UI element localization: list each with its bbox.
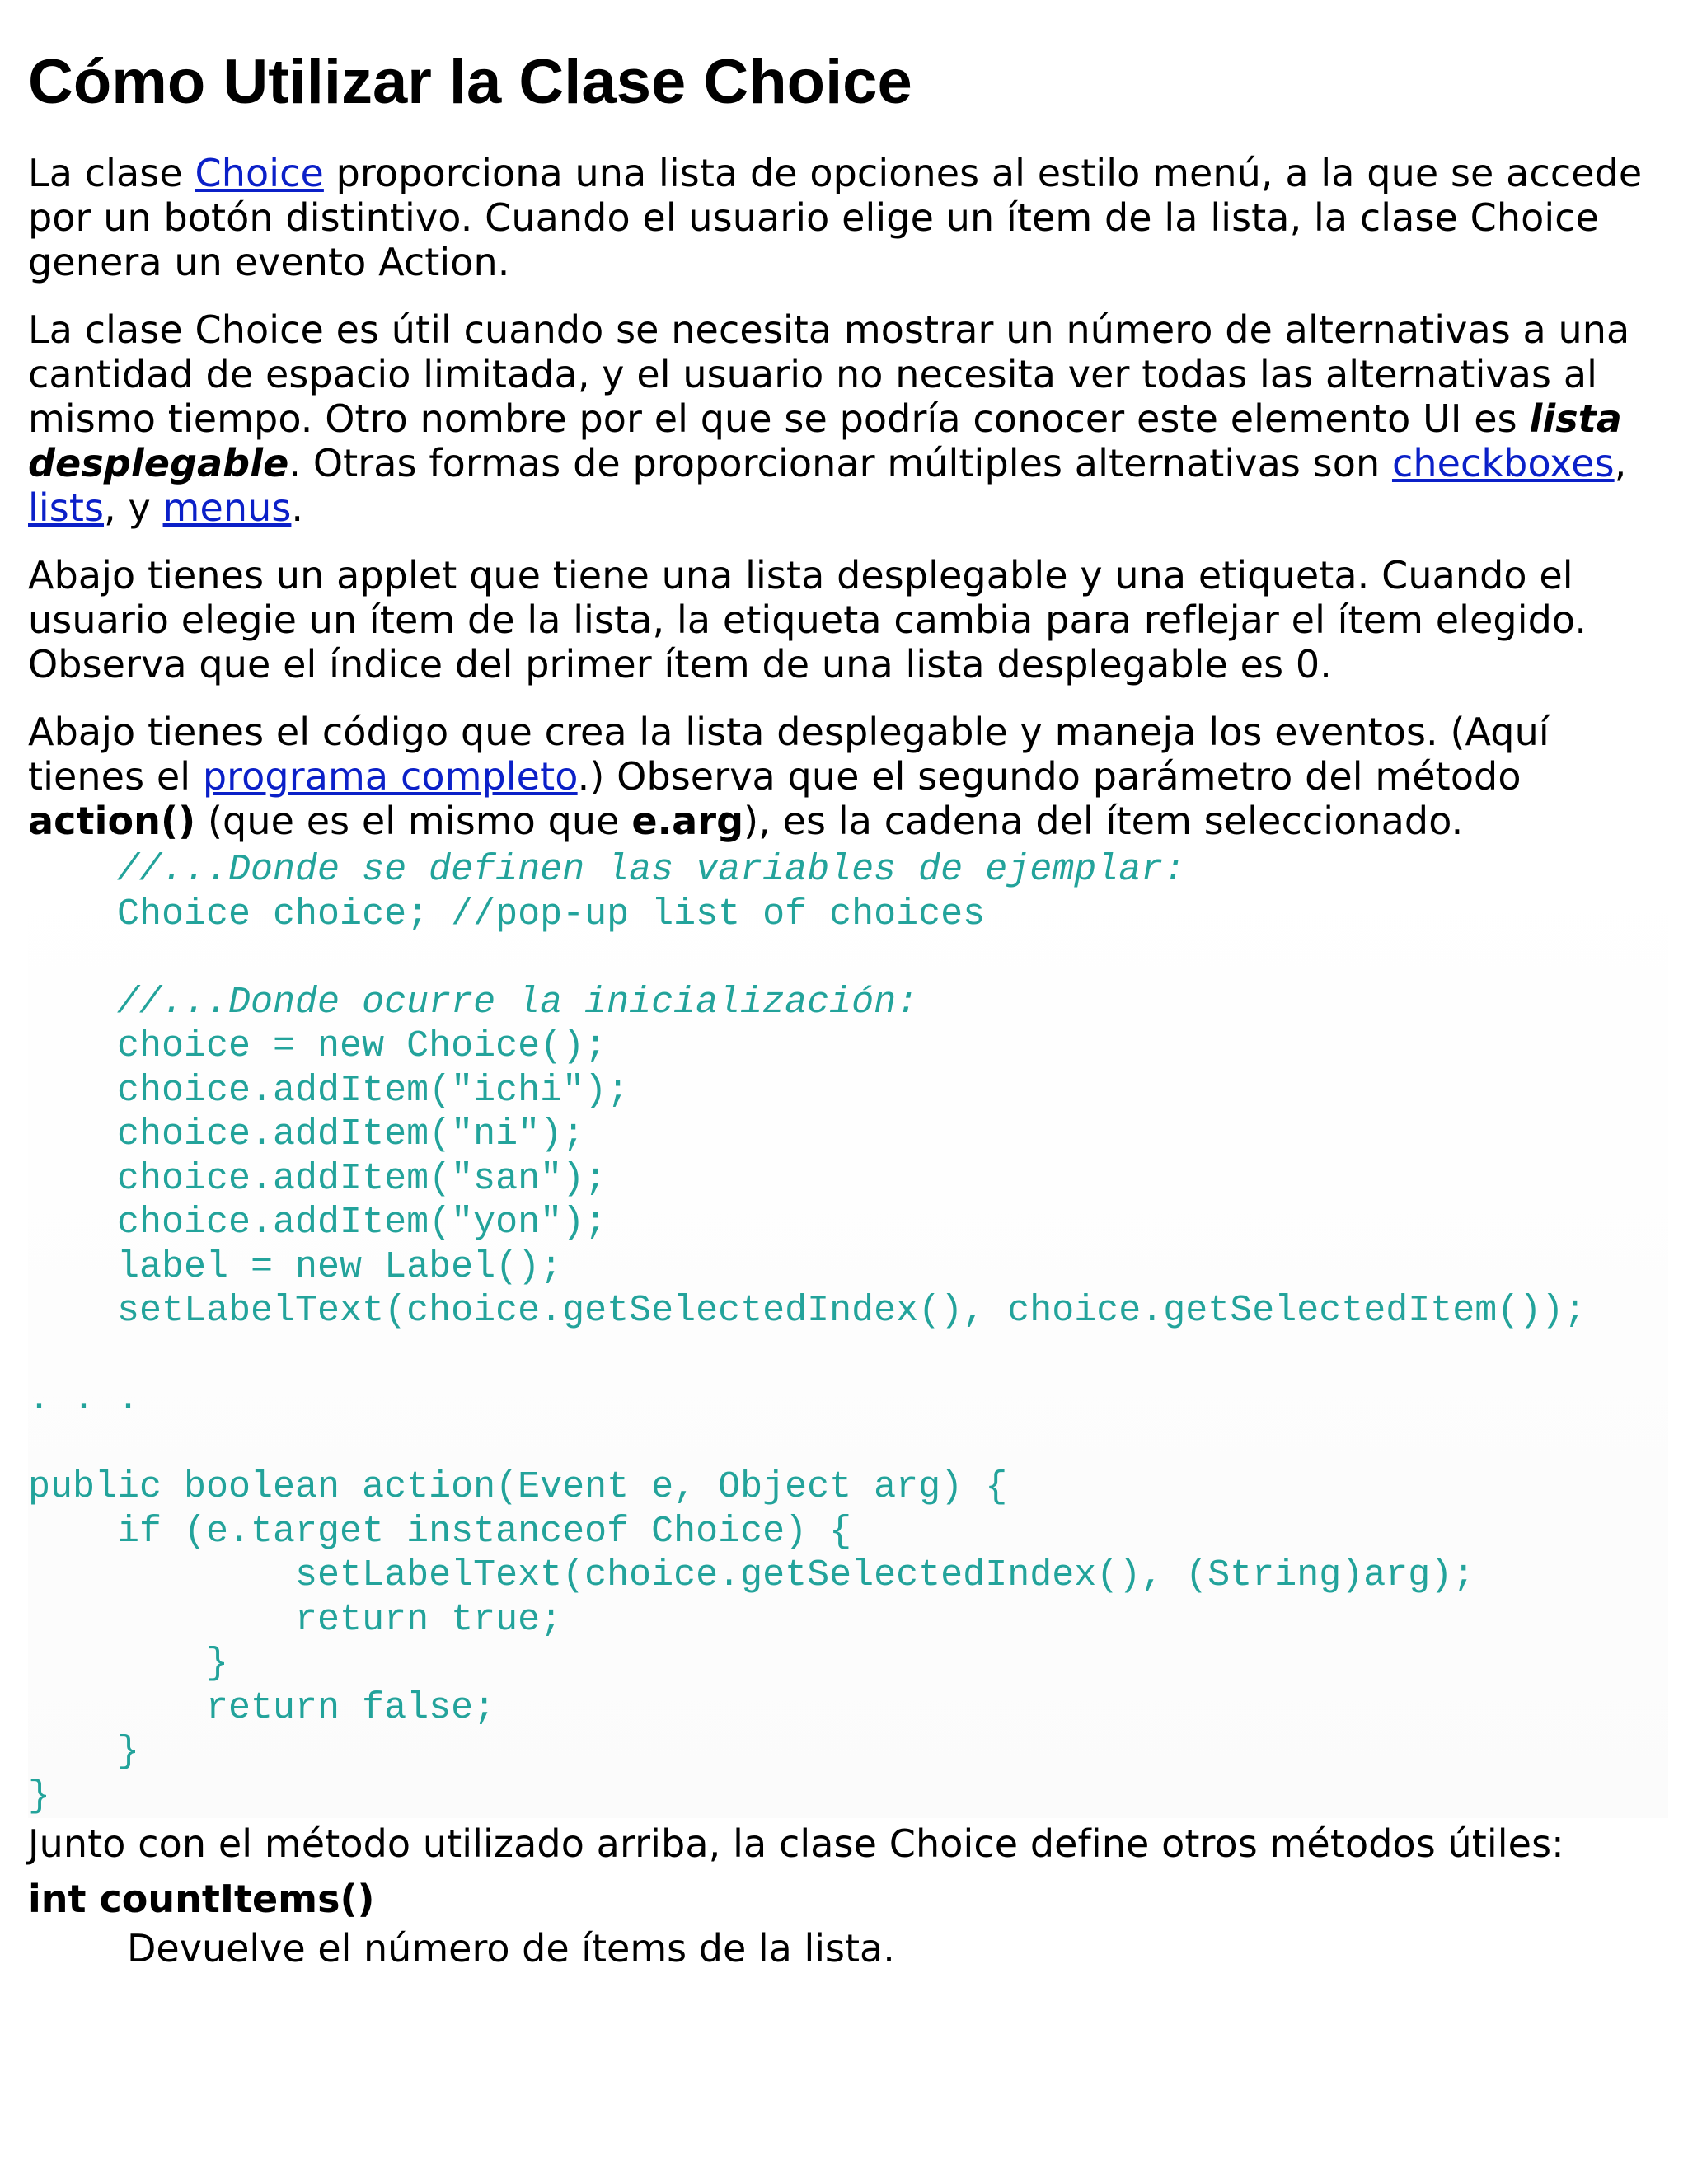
choice-class-link[interactable]: Choice bbox=[195, 151, 324, 196]
usage-sep-2: , y bbox=[104, 485, 163, 531]
code-intro-text-1: Abajo tienes el código que crea la lista desplegable y maneja los eventos. (Aquí tienes el bbox=[28, 710, 1550, 799]
code-ellipsis: . . . bbox=[28, 1378, 140, 1421]
usage-end: . bbox=[291, 485, 304, 531]
code-intro-text-3: (que es el mismo que bbox=[195, 799, 632, 844]
checkboxes-link[interactable]: checkboxes bbox=[1391, 441, 1615, 486]
code-intro-text-4: ), es la cadena del ítem seleccionado. bbox=[743, 799, 1464, 844]
e-arg-name: e.arg bbox=[631, 799, 744, 844]
page-title: Cómo Utilizar la Clase Choice bbox=[28, 47, 912, 117]
intro-suffix: proporciona una lista de opciones al estilo menú, a la que se accede por un botón distintivo. Cuando el usuario elige un ítem de la lista, la clase Choice genera un evento Action. bbox=[28, 151, 1643, 285]
method-signature: int countItems() bbox=[28, 1877, 375, 1922]
code-comment-variables: //...Donde se definen las variables de ejemplar: bbox=[28, 849, 1186, 892]
usage-paragraph bbox=[28, 307, 1668, 530]
method-description: Devuelve el número de ítems de la lista. bbox=[127, 1926, 895, 1971]
methods-intro-paragraph: Junto con el método utilizado arriba, la clase Choice define otros métodos útiles: bbox=[28, 1821, 1564, 1867]
usage-sep-1: , bbox=[1614, 441, 1627, 486]
code-block bbox=[28, 848, 1668, 1818]
action-method-name: action() bbox=[28, 799, 196, 844]
intro-prefix: La clase bbox=[28, 151, 195, 196]
code-comment-init: //...Donde ocurre la inicialización: bbox=[28, 981, 919, 1024]
applet-paragraph: Abajo tienes un applet que tiene una lista desplegable y una etiqueta. Cuando el usuario elegie un ítem de la lista, la etiqueta cambia para reflejar el ítem elegido. Observa que el índice del primer ítem de una lista desplegable es 0. bbox=[28, 553, 1587, 687]
term-lista-desplegable: lista desplegable bbox=[28, 396, 1622, 486]
full-program-link[interactable]: programa completo bbox=[202, 754, 578, 799]
code-intro-paragraph bbox=[28, 710, 1668, 843]
code-intro-text-2: .) Observa que el segundo parámetro del método bbox=[577, 754, 1522, 799]
code-init-body: choice = new Choice(); choice.addItem("ichi"); choice.addItem("ni"); choice.addItem("san"); choice.addItem("yon"); label = new Label(); setLabelText(choice.getSelectedIndex(), choice.getSelectedItem()); bbox=[117, 1025, 1587, 1333]
code-action-method: public boolean action(Event e, Object arg) { if (e.target instanceof Choice) { setLabelText(choice.getSelectedIndex(), (String)arg); return true; } return false; } } bbox=[28, 1466, 1475, 1817]
intro-paragraph bbox=[28, 151, 1668, 284]
usage-text-1: La clase Choice es útil cuando se necesita mostrar un número de alternativas a una cantidad de espacio limitada, y el usuario no necesita ver todas las alternativas al mismo tiempo. Otro nombre por el que se podría conocer este elemento UI es bbox=[28, 307, 1630, 442]
usage-text-2: . Otras formas de proporcionar múltiples alternativas son bbox=[288, 441, 1392, 486]
menus-link[interactable]: menus bbox=[162, 485, 292, 531]
methods-list bbox=[28, 1874, 1668, 1973]
lists-link[interactable]: lists bbox=[28, 485, 105, 531]
document bbox=[28, 45, 1668, 1973]
code-declaration: Choice choice; //pop-up list of choices bbox=[28, 893, 986, 935]
